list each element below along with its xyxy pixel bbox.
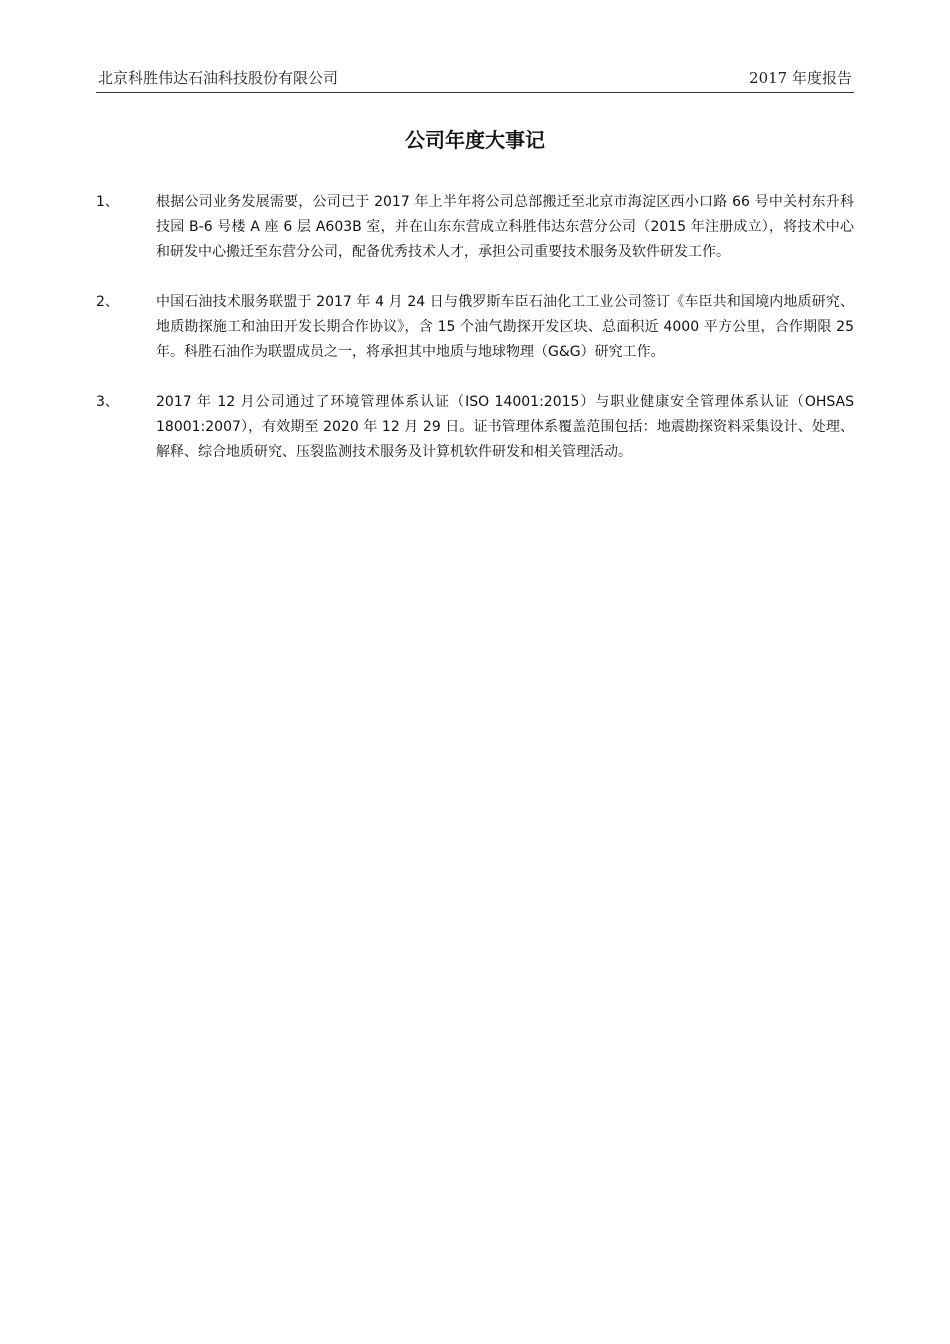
event-list	[96, 190, 854, 490]
event-text: 根据公司业务发展需要，公司已于 2017 年上半年将公司总部搬迁至北京市海淀区西小口路 66 号中关村东升科技园 B-6 号楼 A 座 6 层 A603B 室，并在山东东营成立科胜伟达东营分公司（2015 年注册成立），将技术中心和研发中心搬迁至东营分公司，配备优秀技术人才，承担公司重要技术服务及软件研发工作。	[156, 194, 854, 260]
page-header	[96, 68, 854, 93]
event-text: 中国石油技术服务联盟于 2017 年 4 月 24 日与俄罗斯车臣石油化工工业公司签订《车臣共和国境内地质研究、地质勘探施工和油田开发长期合作协议》，含 15 个油气勘探开发区块、总面积近 4000 平方公里，合作期限 25 年。科胜石油作为联盟成员之一，将承担其中地质与地球物理（G&G）研究工作。	[156, 294, 854, 360]
event-item-1	[96, 190, 854, 265]
header-company-name: 北京科胜伟达石油科技股份有限公司	[98, 69, 339, 87]
event-number: 1、	[96, 194, 119, 210]
event-number: 2、	[96, 294, 119, 310]
event-item-3	[96, 390, 854, 465]
event-text: 2017 年 12 月公司通过了环境管理体系认证（ISO 14001:2015）与职业健康安全管理体系认证（OHSAS 18001:2007），有效期至 2020 年 12 月 29 日。证书管理体系覆盖范围包括：地震勘探资料采集设计、处理、解释、综合地质研究、压裂监测技术服务及计算机软件研发和相关管理活动。	[156, 394, 854, 460]
header-report-label: 2017 年度报告	[749, 69, 852, 87]
page-title: 公司年度大事记	[405, 128, 545, 152]
event-number: 3、	[96, 394, 119, 410]
event-item-2	[96, 290, 854, 365]
